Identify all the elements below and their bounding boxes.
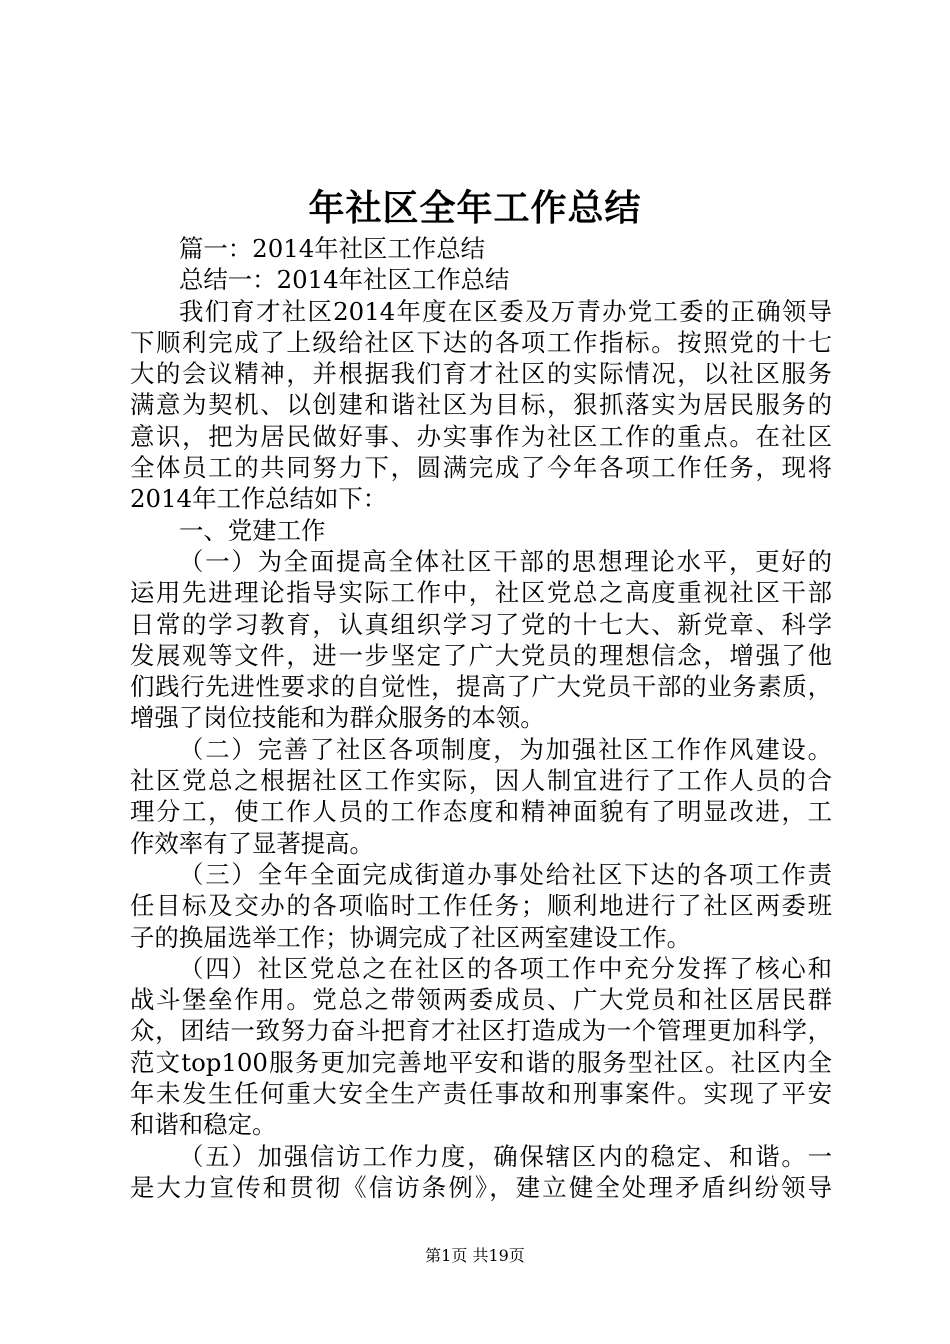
text-line: 作效率有了显著提高。 — [130, 828, 374, 858]
text-line: 理分工，使工作人员的工作态度和精神面貌有了明显改进，工 — [130, 797, 832, 827]
text-line: 战斗堡垒作用。党总之带领两委成员、广大党员和社区居民群 — [130, 985, 832, 1015]
text-line: 我们育才社区2014年度在区委及万青办党工委的正确领导 — [179, 296, 832, 326]
page-footer: 第1页 共19页 — [425, 1246, 525, 1265]
text-line: （一）为全面提高全体社区干部的思想理论水平，更好的 — [179, 546, 832, 576]
text-line: 满意为契机、以创建和谐社区为目标，狠抓落实为居民服务的 — [130, 390, 832, 420]
text-line: 一、党建工作 — [179, 515, 326, 545]
text-line: 年未发生任何重大安全生产责任事故和刑事案件。实现了平安 — [130, 1079, 832, 1109]
text-line: （二）完善了社区各项制度，为加强社区工作作风建设。 — [179, 734, 832, 764]
text-line: 全体员工的共同努力下，圆满完成了今年各项工作任务，现将 — [130, 453, 832, 483]
text-line: 和谐和稳定。 — [130, 1110, 277, 1140]
text-line: （五）加强信访工作力度，确保辖区内的稳定、和谐。一 — [179, 1141, 832, 1171]
text-line: 社区党总之根据社区工作实际，因人制宜进行了工作人员的合 — [130, 766, 832, 796]
text-line: （四）社区党总之在社区的各项工作中充分发挥了核心和 — [179, 953, 832, 983]
document-title: 年社区全年工作总结 — [308, 187, 642, 229]
text-line: 意识，把为居民做好事、办实事作为社区工作的重点。在社区 — [130, 421, 832, 451]
text-line: 篇一：2014年社区工作总结 — [179, 234, 485, 263]
text-line: （三）全年全面完成街道办事处给社区下达的各项工作责 — [179, 859, 832, 889]
text-line: 任目标及交办的各项临时工作任务；顺利地进行了社区两委班 — [130, 891, 832, 921]
text-line: 运用先进理论指导实际工作中，社区党总之高度重视社区干部 — [130, 578, 832, 608]
text-line: 是大力宣传和贯彻《信访条例》，建立健全处理矛盾纠纷领导 — [130, 1172, 832, 1202]
text-line: 发展观等文件，进一步坚定了广大党员的理想信念，增强了他 — [130, 640, 832, 670]
text-line: 大的会议精神，并根据我们育才社区的实际情况，以社区服务 — [130, 359, 832, 389]
text-line: 范文top100服务更加完善地平安和谐的服务型社区。社区内全 — [130, 1047, 832, 1077]
text-line: 增强了岗位技能和为群众服务的本领。 — [130, 703, 545, 733]
document-body — [130, 233, 832, 1203]
text-line: 下顺利完成了上级给社区下达的各项工作指标。按照党的十七 — [130, 327, 832, 357]
text-line: 2014年工作总结如下： — [130, 484, 388, 514]
text-line: 日常的学习教育，认真组织学习了党的十七大、新党章、科学 — [130, 609, 832, 639]
text-line: 子的换届选举工作；协调完成了社区两室建设工作。 — [130, 922, 691, 952]
text-line: 总结一：2014年社区工作总结 — [179, 265, 510, 295]
text-line: 们践行先进性要求的自觉性，提高了广大党员干部的业务素质， — [130, 672, 832, 702]
text-line: 众，团结一致努力奋斗把育才社区打造成为一个管理更加科学， — [130, 1016, 832, 1046]
